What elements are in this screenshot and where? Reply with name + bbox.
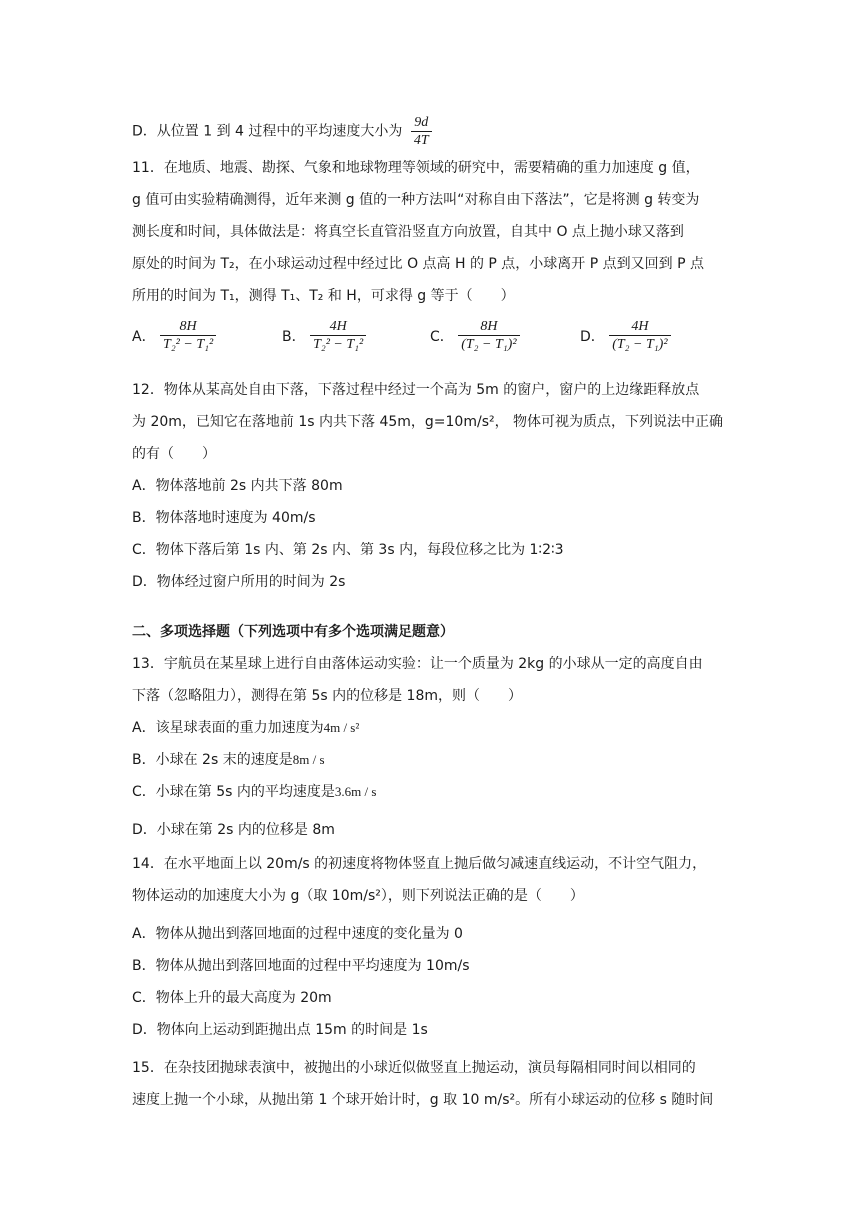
option-value: 4m / s² bbox=[323, 720, 360, 735]
section-heading: 二、多项选择题（下列选项中有多个选项满足题意） bbox=[132, 624, 454, 640]
fraction-numerator: 8H bbox=[458, 318, 519, 336]
q11-line-4: 原处的时间为 T₂，在小球运动过程中经过比 O 点高 H 的 P 点，小球离开 P 点到又回到 P 点 bbox=[132, 256, 704, 272]
q12-line-3: 的有（ ） bbox=[132, 446, 216, 462]
q11-option-c bbox=[430, 318, 520, 353]
option-value: 3.6m / s bbox=[334, 784, 377, 799]
fraction-denominator: 4T bbox=[413, 133, 429, 148]
q13-option-d: D．小球在第 2s 内的位移是 8m bbox=[132, 822, 335, 838]
q14-option-a: A．物体从抛出到落回地面的过程中速度的变化量为 0 bbox=[132, 926, 463, 942]
q12-option-c: C．物体下落后第 1s 内、第 2s 内、第 3s 内，每段位移之比为 1∶2∶3 bbox=[132, 542, 564, 558]
q13-option-b bbox=[132, 750, 325, 770]
q13-option-c bbox=[132, 782, 376, 802]
q10-option-d bbox=[132, 114, 432, 149]
q11-option-a bbox=[132, 318, 216, 353]
q15-line-1: 15．在杂技团抛球表演中，被抛出的小球近似做竖直上抛运动，演员每隔相同时间以相同的 bbox=[132, 1060, 696, 1076]
fraction-denominator: (T₂ − T₁)² bbox=[461, 337, 517, 352]
q12-line-1: 12．物体从某高处自由下落，下落过程中经过一个高为 5m 的窗户，窗户的上边缘距释放点 bbox=[132, 382, 700, 398]
q11-line-2: g 值可由实验精确测得，近年来测 g 值的一种方法叫“对称自由下落法”，它是将测 g 转变为 bbox=[132, 192, 700, 208]
q13-option-a bbox=[132, 718, 359, 738]
option-fraction bbox=[609, 318, 670, 353]
option-fraction bbox=[160, 318, 216, 353]
q10-option-d-text: D．从位置 1 到 4 过程中的平均速度大小为 bbox=[132, 123, 403, 140]
fraction-numerator: 9d bbox=[411, 114, 432, 132]
q12-option-b: B．物体落地时速度为 40m/s bbox=[132, 510, 316, 526]
fraction-numerator: 4H bbox=[310, 318, 366, 336]
fraction-numerator: 4H bbox=[609, 318, 670, 336]
option-label: D． bbox=[580, 328, 605, 345]
q11-line-1: 11．在地质、地震、勘探、气象和地球物理等领域的研究中，需要精确的重力加速度 g 值， bbox=[132, 160, 700, 176]
q14-option-d: D．物体向上运动到距抛出点 15m 的时间是 1s bbox=[132, 1022, 428, 1038]
q14-line-2: 物体运动的加速度大小为 g（取 10m/s²），则下列说法正确的是（ ） bbox=[132, 888, 584, 904]
q14-option-c: C．物体上升的最大高度为 20m bbox=[132, 990, 332, 1006]
option-label: B． bbox=[282, 328, 306, 345]
fraction-denominator: (T₂ − T₁)² bbox=[612, 337, 668, 352]
fraction-numerator: 8H bbox=[160, 318, 216, 336]
option-fraction bbox=[310, 318, 366, 353]
option-value: 8m / s bbox=[292, 752, 325, 767]
q14-line-1: 14．在水平地面上以 20m/s 的初速度将物体竖直上抛后做匀减速直线运动，不计空气阻力， bbox=[132, 856, 707, 872]
option-label: C． bbox=[430, 328, 454, 345]
q11-option-d bbox=[580, 318, 671, 353]
q14-option-b: B．物体从抛出到落回地面的过程中平均速度为 10m/s bbox=[132, 958, 470, 974]
option-text: B．小球在 2s 末的速度是 bbox=[132, 752, 293, 768]
option-label: A． bbox=[132, 328, 156, 345]
q15-line-2: 速度上抛一个小球，从抛出第 1 个球开始计时，g 取 10 m/s²。所有小球运动的位移 s 随时间 bbox=[132, 1092, 714, 1108]
q11-line-3: 测长度和时间，具体做法是：将真空长直管沿竖直方向放置，自其中 O 点上抛小球又落到 bbox=[132, 224, 684, 240]
q12-line-2: 为 20m，已知它在落地前 1s 内共下落 45m，g=10m/s²， 物体可视为质点，下列说法中正确 bbox=[132, 414, 724, 430]
fraction-denominator: T₂² − T₁² bbox=[163, 337, 214, 352]
q11-line-5: 所用的时间为 T₁，测得 T₁、T₂ 和 H，可求得 g 等于（ ） bbox=[132, 288, 515, 304]
q13-line-1: 13．宇航员在某星球上进行自由落体运动实验：让一个质量为 2kg 的小球从一定的高度自由 bbox=[132, 656, 703, 672]
option-fraction bbox=[458, 318, 519, 353]
fraction-denominator: T₂² − T₁² bbox=[313, 337, 364, 352]
q13-line-2: 下落（忽略阻力），测得在第 5s 内的位移是 18m，则（ ） bbox=[132, 688, 523, 704]
q10-option-d-fraction bbox=[411, 114, 432, 149]
option-text: C．小球在第 5s 内的平均速度是 bbox=[132, 784, 335, 800]
q12-option-a: A．物体落地前 2s 内共下落 80m bbox=[132, 478, 343, 494]
option-text: A．该星球表面的重力加速度为 bbox=[132, 720, 324, 736]
q12-option-d: D．物体经过窗户所用的时间为 2s bbox=[132, 574, 346, 590]
q11-option-b bbox=[282, 318, 366, 353]
